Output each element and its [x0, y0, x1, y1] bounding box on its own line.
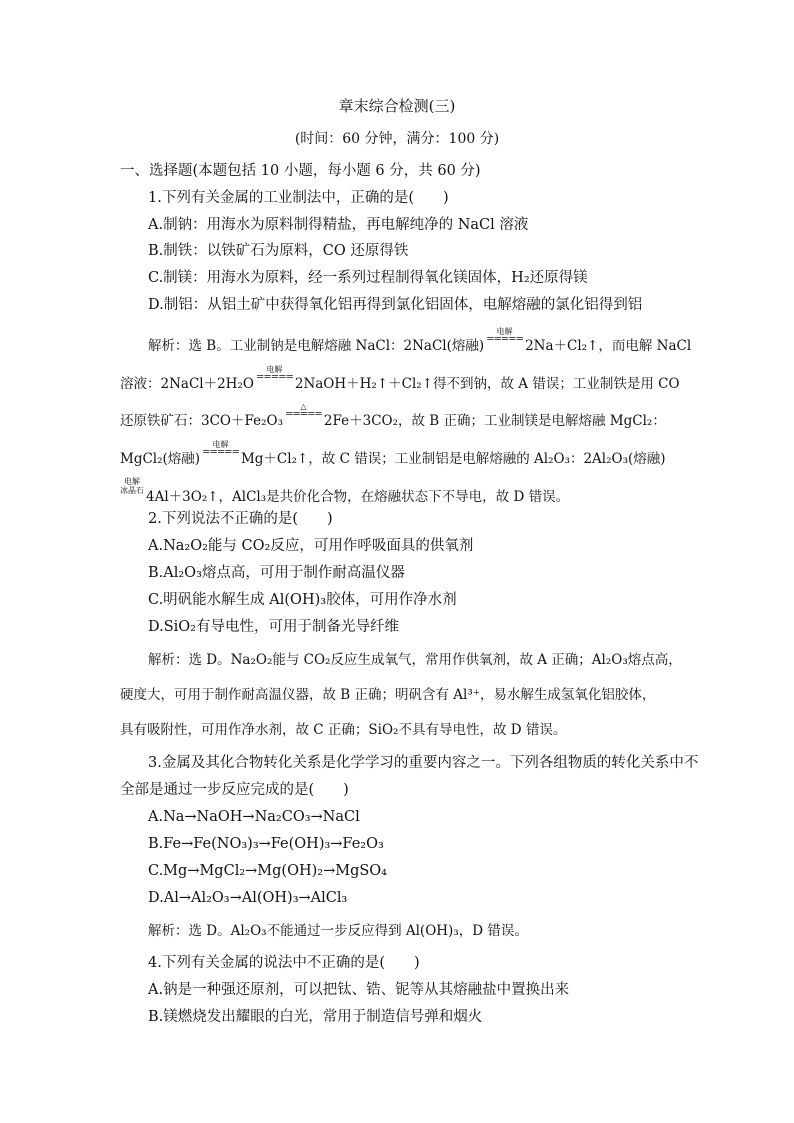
equals-sign: =====: [255, 372, 293, 383]
reaction-condition: [285, 402, 322, 419]
q1-option-c: C.制镁：用海水为原料，经一系列过程制得氧化镁固体，H₂还原得镁: [148, 270, 588, 286]
q2-explanation-line-1: 解析：选 D。Na₂O₂能与 CO₂反应生成氧气，常用作供氧剂，故 A 正确；Al₂O₃熔点高，: [148, 652, 682, 668]
q1-option-b: B.制铁：以铁矿石为原料，CO 还原得铁: [148, 243, 409, 259]
equals-sign: =====: [486, 334, 524, 345]
q3-stem-line-2: 全部是通过一步反应完成的是( ): [120, 782, 349, 798]
q2-option-c: C.明矾能水解生成 Al(OH)₃胶体，可用作净水剂: [148, 592, 457, 608]
q4-option-a: A.钠是一种强还原剂，可以把钛、锆、铌等从其熔融盐中置换出来: [148, 982, 570, 998]
q2-stem: 2.下列说法不正确的是( ): [148, 511, 333, 527]
condition-label: 电解: [124, 477, 140, 486]
equals-sign: =====: [285, 409, 322, 420]
q1-expl-text: 4Al＋3O₂↑，AlCl₃是共价化合物，在熔融状态下不导电，故 D 错误。: [146, 489, 570, 505]
q1-expl-text: MgCl₂(熔融): [120, 451, 201, 467]
q2-option-b: B.Al₂O₃熔点高，可用于制作耐高温仪器: [148, 565, 405, 581]
q3-option-c: C.Mg→MgCl₂→Mg(OH)₂→MgSO₄: [148, 863, 387, 879]
q1-expl-text: 2Fe＋3CO₂，故 B 正确；工业制镁是电解熔融 MgCl₂：: [323, 413, 666, 429]
q1-option-d: D.制铝：从铝土矿中获得氧化铝再得到氯化铝固体，电解熔融的氯化铝得到铝: [148, 297, 643, 313]
q1-option-a: A.制钠：用海水为原料制得精盐，再电解纯净的 NaCl 溶液: [148, 217, 529, 233]
q3-option-a: A.Na→NaOH→Na₂CO₃→NaCl: [148, 809, 360, 825]
reaction-condition: [486, 327, 523, 344]
q1-explanation-line-2: [120, 365, 680, 393]
q1-explanation-line-1: [148, 327, 691, 355]
q3-option-d: D.Al→Al₂O₃→Al(OH)₃→AlCl₃: [148, 890, 348, 906]
reaction-condition: [120, 477, 144, 495]
q2-option-d: D.SiO₂有导电性，可用于制备光导纤维: [148, 619, 399, 635]
q1-explanation-line-5: [120, 477, 569, 506]
q1-expl-text: 解析：选 B。工业制钠是电解熔融 NaCl：2NaCl(熔融): [148, 338, 485, 354]
condition-label: 电解: [496, 327, 513, 336]
condition-label: △: [300, 402, 307, 411]
reaction-condition: [256, 365, 293, 382]
page-title: 章末综合检测(三): [338, 97, 456, 115]
q1-expl-text: 溶液：2NaCl＋2H₂O: [120, 376, 254, 392]
q2-option-a: A.Na₂O₂能与 CO₂反应，可用作呼吸面具的供氧剂: [148, 538, 474, 554]
q1-expl-text: Mg＋Cl₂↑，故 C 错误；工业制铝是电解熔融的 Al₂O₃：2Al₂O₃(熔融): [240, 451, 666, 467]
section-heading: 一、选择题(本题包括 10 小题，每小题 6 分，共 60 分): [120, 163, 481, 179]
condition-label: 电解: [212, 440, 229, 449]
condition-label-catalyst: 冰晶石: [120, 486, 144, 495]
q1-expl-text: 2NaOH＋H₂↑＋Cl₂↑得不到钠，故 A 错误；工业制铁是用 CO: [294, 376, 680, 392]
q1-stem: 1.下列有关金属的工业制法中，正确的是( ): [148, 190, 449, 206]
q1-explanation-line-4: [120, 440, 666, 468]
reaction-condition: [202, 440, 239, 457]
q1-explanation-line-3: [120, 402, 666, 430]
condition-label: 电解: [266, 365, 283, 374]
page-subtitle: (时间：60 分钟，满分：100 分): [294, 131, 500, 147]
q2-explanation-line-2: 硬度大，可用于制作耐高温仪器，故 B 正确；明矾含有 Al³⁺，易水解生成氢氧化铝胶体，: [120, 687, 656, 703]
q2-explanation-line-3: 具有吸附性，可用作净水剂，故 C 正确；SiO₂不具有导电性，故 D 错误。: [120, 722, 567, 738]
q3-explanation: 解析：选 D。Al₂O₃不能通过一步反应得到 Al(OH)₃，D 错误。: [148, 923, 528, 939]
q1-expl-text: 2Na＋Cl₂↑，而电解 NaCl: [525, 338, 692, 354]
equals-sign: =====: [202, 447, 239, 458]
q4-stem: 4.下列有关金属的说法中不正确的是( ): [148, 955, 420, 971]
q3-option-b: B.Fe→Fe(NO₃)₃→Fe(OH)₃→Fe₂O₃: [148, 836, 384, 852]
q1-expl-text: 还原铁矿石：3CO＋Fe₂O₃: [120, 413, 283, 429]
q3-stem-line-1: 3.金属及其化合物转化关系是化学学习的重要内容之一。下列各组物质的转化关系中不: [148, 755, 699, 771]
q4-option-b: B.镁燃烧发出耀眼的白光，常用于制造信号弹和烟火: [148, 1009, 483, 1025]
